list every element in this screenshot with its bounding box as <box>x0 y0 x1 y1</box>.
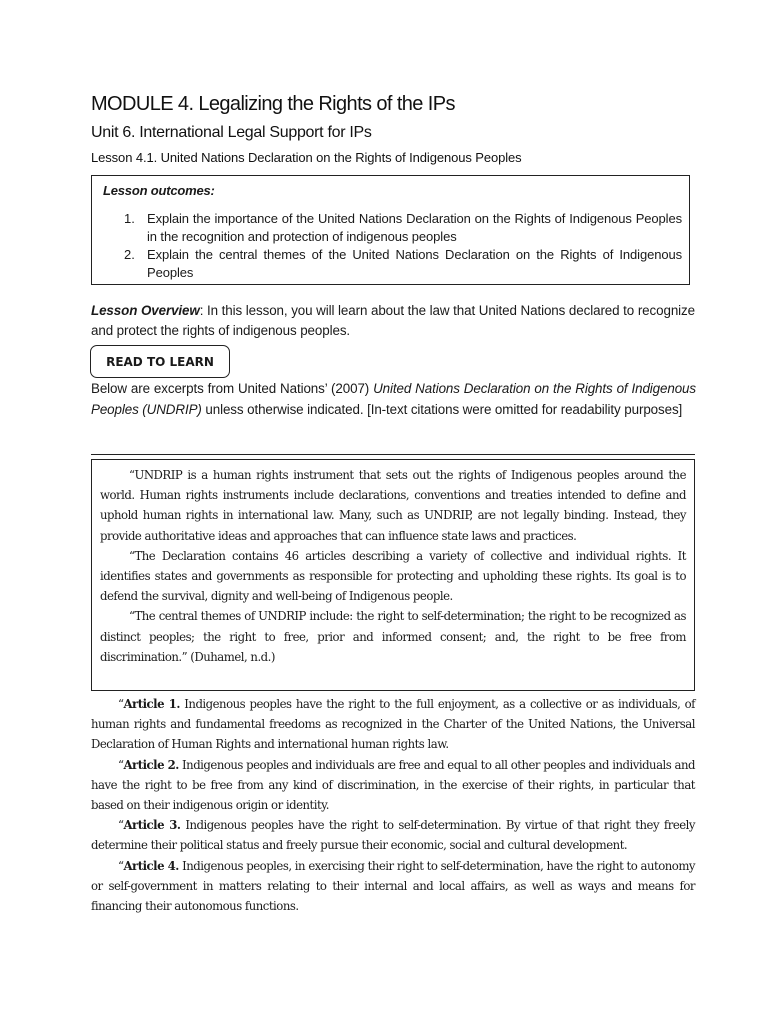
article-open-quote: “ <box>118 818 124 833</box>
list-item-number: 1. <box>124 211 135 226</box>
lesson-outcomes-heading: Lesson outcomes: <box>103 183 215 198</box>
intro-text-after: unless otherwise indicated. [In-text citations were omitted for readability purposes] <box>201 402 683 417</box>
article-paragraph <box>91 856 695 917</box>
article-open-quote: “ <box>118 697 124 711</box>
intro-text-before: Below are excerpts from United Nations’ (2007) <box>91 381 374 396</box>
quote-paragraph: “UNDRIP is a human rights instrument that sets out the rights of Indigenous peoples around the world. Human rights instruments include declarations, conventions and treaties intended to define and uphold human rights in international law. Many, such as UNDRIP, are not legally binding. Instead, they provide authoritative ideas and approaches that can influence state laws and practices. <box>100 468 686 543</box>
divider <box>91 454 695 455</box>
intro-paragraph <box>91 378 696 420</box>
article-open-quote: “ <box>118 858 124 873</box>
lesson-outcomes-list <box>92 210 689 282</box>
lesson-overview <box>91 301 695 341</box>
list-item-text: Explain the importance of the United Nations Declaration on the Rights of Indigenous Peoples in the recognition and protection of indigenous peoples <box>147 211 682 244</box>
read-to-learn-button[interactable]: READ TO LEARN <box>90 345 230 378</box>
article-paragraph <box>91 694 695 755</box>
article-paragraph <box>91 815 695 855</box>
lesson-overview-text: : In this lesson, you will learn about the law that United Nations declared to recognize and protect the rights of indigenous peoples. <box>91 303 695 338</box>
article-open-quote: “ <box>118 757 124 772</box>
list-item-number: 2. <box>124 247 135 262</box>
quote-box <box>91 459 695 691</box>
lesson-outcomes-box <box>91 175 690 285</box>
intro-document-title: United Nations Declaration on the Rights of Indigenous Peoples (UNDRIP) <box>91 381 696 417</box>
article-label: Article 2. <box>123 757 179 772</box>
article-label: Article 3. <box>123 818 181 833</box>
list-item <box>92 246 689 282</box>
article-text: Indigenous peoples and individuals are free and equal to all other peoples and individuals and have the right to be free from any kind of discrimination, in the exercise of their rights, in particular that based on their indigenous origin or identity. <box>91 757 695 813</box>
article-text: Indigenous peoples have the right to self-determination. By virtue of that right they freely determine their political status and freely pursue their economic, social and cultural development. <box>91 818 696 853</box>
list-item-text: Explain the central themes of the United Nations Declaration on the Rights of Indigenous Peoples <box>147 247 682 280</box>
article-label: Article 1. <box>123 697 180 711</box>
lesson-overview-label: Lesson Overview <box>91 303 200 318</box>
unit-title: Unit 6. International Legal Support for IPs <box>91 124 372 141</box>
lesson-title: Lesson 4.1. United Nations Declaration on the Rights of Indigenous Peoples <box>91 150 522 165</box>
module-title: MODULE 4. Legalizing the Rights of the IPs <box>91 93 455 115</box>
list-item <box>92 210 689 246</box>
quote-paragraph: “The Declaration contains 46 articles describing a variety of collective and individual rights. It identifies states and governments as responsible for protecting and upholding these rights. Its goal is to defend the survival, dignity and well-being of Indigenous people. <box>100 548 686 604</box>
articles-section <box>91 694 695 916</box>
article-text: Indigenous peoples have the right to the full enjoyment, as a collective or as individuals, of human rights and fundamental freedoms as recognized in the Charter of the United Nations, the Universal Declaration of Human Rights and international human rights law. <box>91 697 696 752</box>
quote-paragraph: “The central themes of UNDRIP include: the right to self-determination; the right to be recognized as distinct peoples; the right to free, prior and informed consent; and, the right to be free from discrimination.” (Duhamel, n.d.) <box>100 609 686 664</box>
article-paragraph <box>91 755 695 816</box>
article-text: Indigenous peoples, in exercising their right to self-determination, have the right to autonomy or self-government in matters relating to their internal and local affairs, as well as ways and means for financing their autonomous functions. <box>91 858 696 914</box>
article-label: Article 4. <box>123 858 179 873</box>
